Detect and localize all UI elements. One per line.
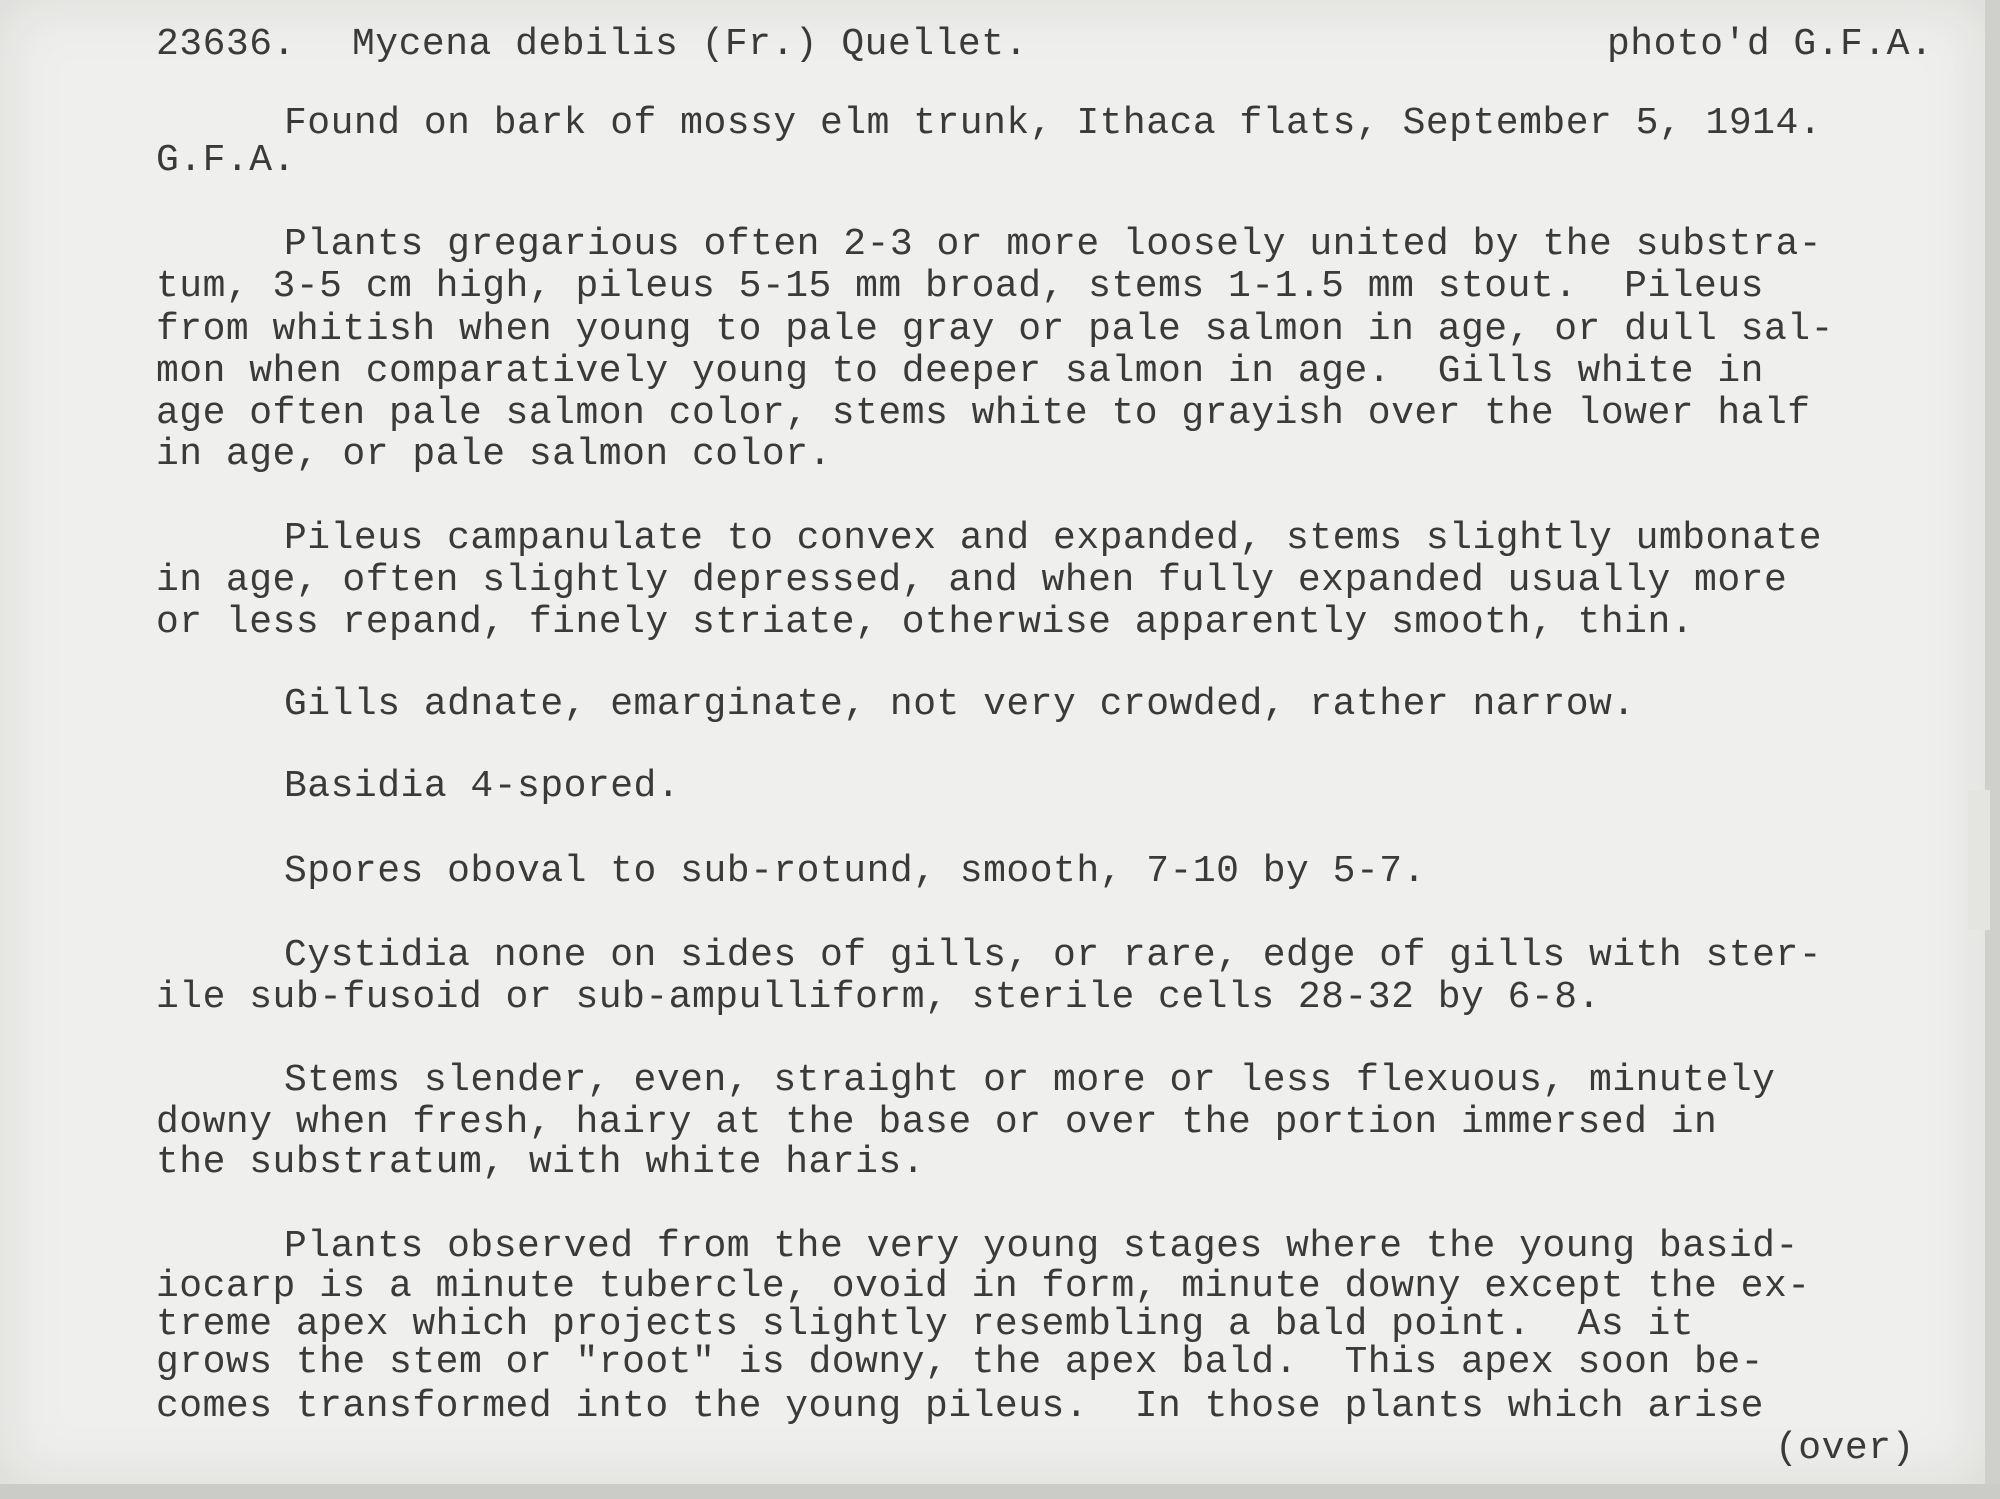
development-line: Plants observed from the very young stages where the young basid- [284, 1225, 1799, 1268]
development-line: grows the stem or "root" is downy, the apex bald. This apex soon be- [156, 1341, 1764, 1384]
photo-credit: photo'd G.F.A. [1607, 23, 1934, 66]
card-edge-bottom [0, 1484, 2000, 1499]
basidia-line: Basidia 4-spored. [284, 765, 681, 808]
stems-line: downy when fresh, hairy at the base or over the portion immersed in [156, 1101, 1718, 1144]
card-edge-right [1985, 0, 2000, 1499]
description-line: age often pale salmon color, stems white to grayish over the lower half [156, 392, 1811, 435]
specimen-number: 23636. [156, 23, 296, 66]
species-name: Mycena debilis (Fr.) Quellet. [352, 23, 1028, 66]
cystidia-line: ile sub-fusoid or sub-ampulliform, sterile cells 28-32 by 6-8. [156, 976, 1601, 1019]
pileus-line: or less repand, finely striate, otherwise apparently smooth, thin. [156, 601, 1695, 644]
pileus-line: Pileus campanulate to convex and expanded, stems slightly umbonate [284, 517, 1823, 560]
cystidia-line: Cystidia none on sides of gills, or rare, edge of gills with ster- [284, 934, 1823, 977]
description-line: Plants gregarious often 2-3 or more loosely united by the substra- [284, 223, 1823, 266]
collection-note-line: G.F.A. [156, 139, 296, 182]
spores-line: Spores oboval to sub-rotund, smooth, 7-10 by 5-7. [284, 850, 1426, 893]
description-line: from whitish when young to pale gray or pale salmon in age, or dull sal- [156, 308, 1834, 351]
collection-note-line: Found on bark of mossy elm trunk, Ithaca flats, September 5, 1914. [284, 102, 1823, 145]
gills-line: Gills adnate, emarginate, not very crowded, rather narrow. [284, 683, 1636, 726]
continuation-mark: (over) [1775, 1427, 1915, 1470]
description-line: in age, or pale salmon color. [156, 433, 832, 476]
pileus-line: in age, often slightly depressed, and when fully expanded usually more [156, 559, 1788, 602]
stems-line: the substratum, with white haris. [156, 1141, 926, 1184]
description-line: mon when comparatively young to deeper salmon in age. Gills white in [156, 350, 1764, 393]
development-line: iocarp is a minute tubercle, ovoid in form, minute downy except the ex- [156, 1265, 1811, 1308]
development-line: treme apex which projects slightly resembling a bald point. As it [156, 1303, 1695, 1346]
stems-line: Stems slender, even, straight or more or less flexuous, minutely [284, 1059, 1776, 1102]
development-line: comes transformed into the young pileus. In those plants which arise [156, 1385, 1764, 1428]
description-line: tum, 3-5 cm high, pileus 5-15 mm broad, stems 1-1.5 mm stout. Pileus [156, 265, 1764, 308]
